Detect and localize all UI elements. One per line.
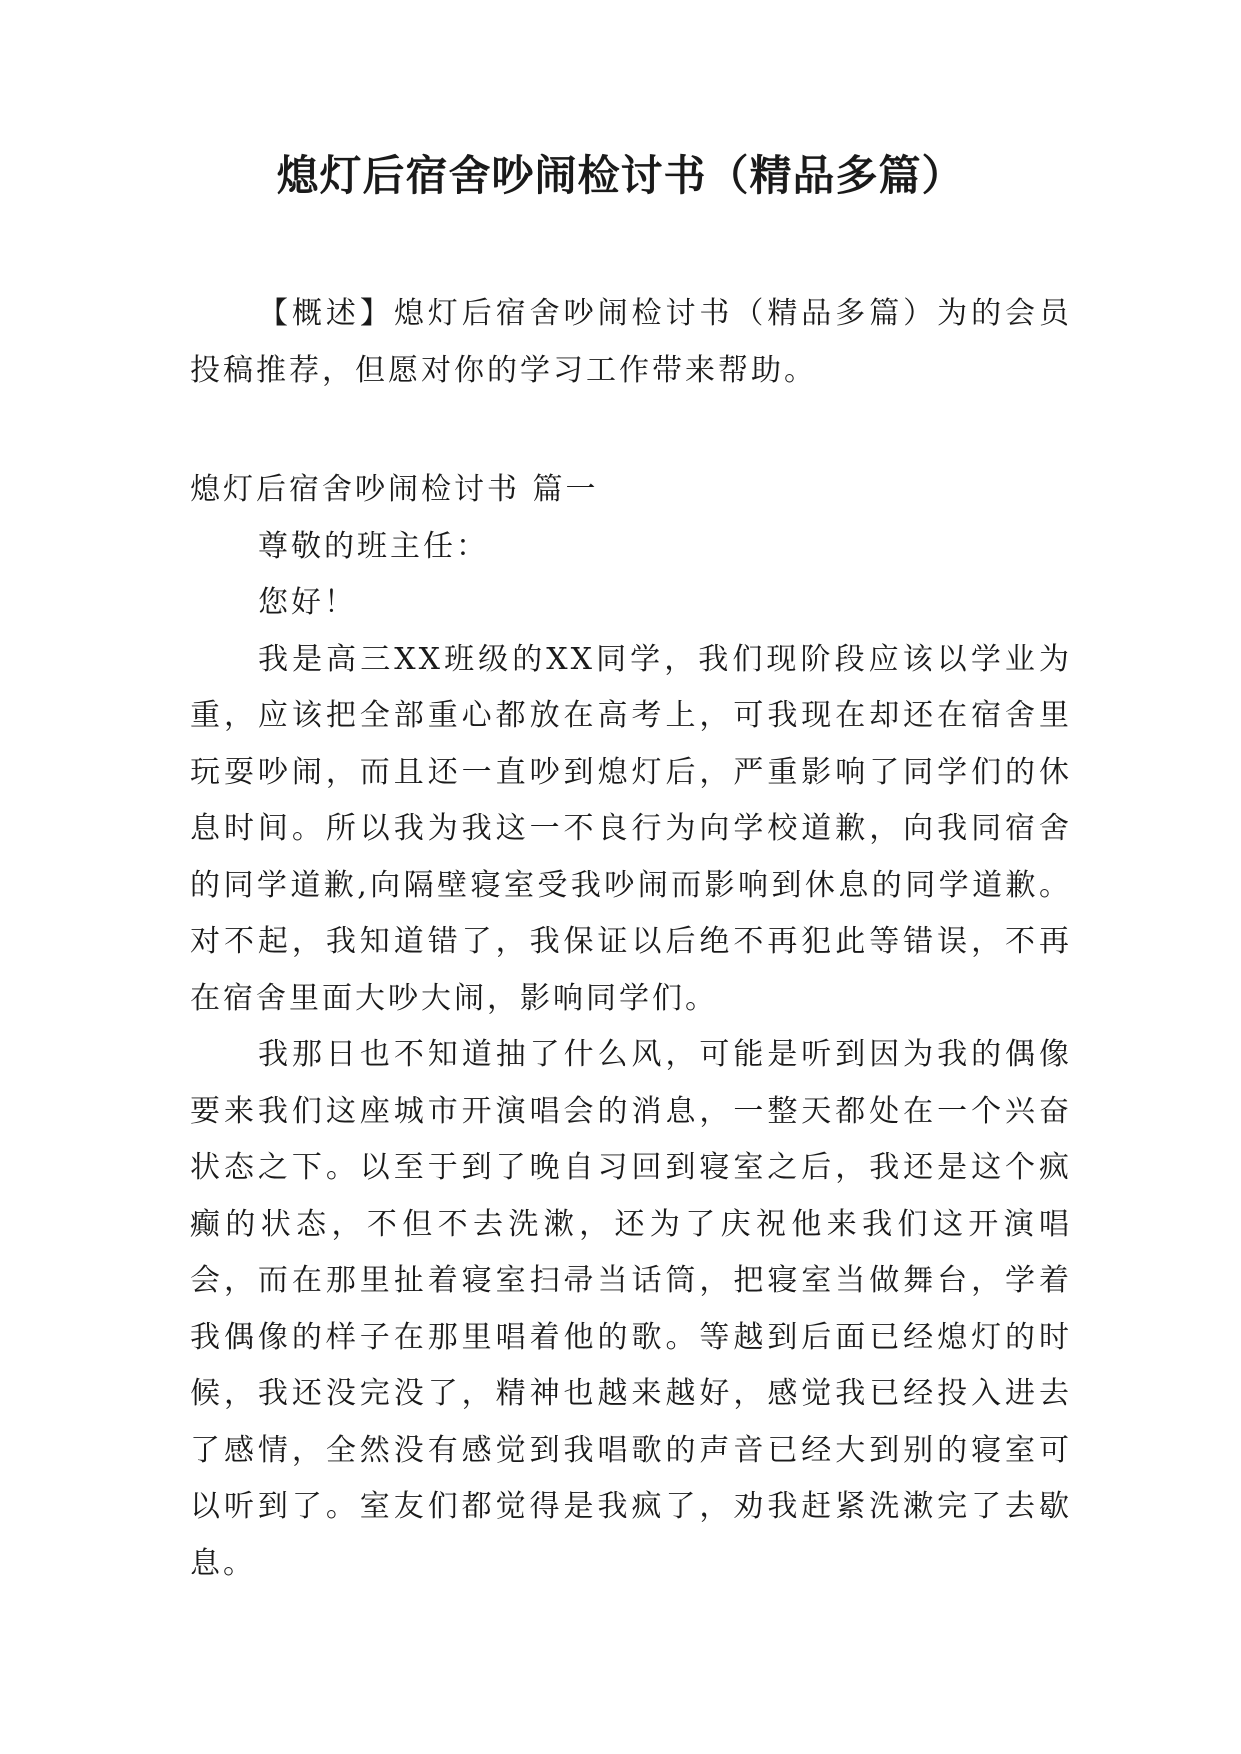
- section-one: [190, 462, 1072, 1592]
- section-heading: 熄灯后宿舍吵闹检讨书 篇一: [190, 472, 599, 507]
- document-title: 熄灯后宿舍吵闹检讨书（精品多篇）: [276, 151, 965, 200]
- body-paragraph: 我是高三XX班级的XX同学，我们现阶段应该以学业为重，应该把全部重心都放在高考上，可我现在却还在宿舍里玩耍吵闹，而且还一直吵到熄灯后，严重影响了同学们的休息时间。所以我为我这一不良行为向学校道歉，向我同宿舍的同学道歉,向隔壁寝室受我吵闹而影响到休息的同学道歉。对不起，我知道错了，我保证以后绝不再犯此等错误，不再在宿舍里面大吵大闹，影响同学们。: [190, 641, 1072, 1016]
- salutation: 尊敬的班主任：: [258, 528, 489, 564]
- summary-paragraph: 【概述】熄灯后宿舍吵闹检讨书（精品多篇）为的会员投稿推荐，但愿对你的学习工作带来帮助。: [190, 296, 1072, 388]
- body-paragraph: 我那日也不知道抽了什么风，可能是听到因为我的偶像要来我们这座城市开演唱会的消息，一整天都处在一个兴奋状态之下。以至于到了晚自习回到寝室之后，我还是这个疯癫的状态，不但不去洗漱，还为了庆祝他来我们这开演唱会，而在那里扯着寝室扫帚当话筒，把寝室当做舞台，学着我偶像的样子在那里唱着他的歌。等越到后面已经熄灯的时候，我还没完没了，精神也越来越好，感觉我已经投入进去了感情，全然没有感觉到我唱歌的声音已经大到别的寝室可以听到了。室友们都觉得是我疯了，劝我赶紧洗漱完了去歇息。: [190, 1037, 1072, 1581]
- greeting: 您好！: [258, 585, 357, 620]
